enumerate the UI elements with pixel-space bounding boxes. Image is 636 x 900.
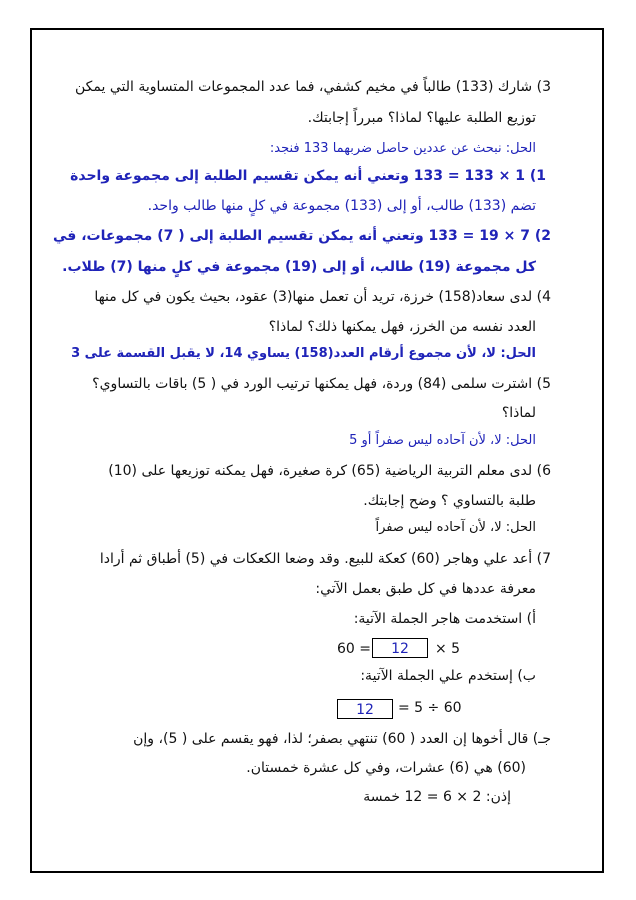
problem-4-line-2: العدد نفسه من الخرز، فهل يمكنها ذلك؟ لماذا؟ <box>268 319 536 335</box>
equation-a-left: × 5 <box>435 641 461 657</box>
problem-7-part-b: ب) إستخدم علي الجملة الآتية: <box>360 668 536 684</box>
problem-7-part-c-line-1: جـ) قال أخوها إن العدد ( 60) تنتهي بصفر؛ لذا، فهو يقسم على ( 5)، وإن <box>133 731 551 747</box>
equation-b: = 5 ÷ 60 <box>398 700 462 716</box>
problem-6-line-2: طلبة بالتساوي ؟ وضح إجابتك. <box>363 493 536 509</box>
problem-3-line-1: 3) شارك (133) طالباً في مخيم كشفي، فما عدد المجموعات المتساوية التي يمكن <box>75 79 551 95</box>
problem-3-line-2: توزيع الطلبة عليها؟ لماذا؟ مبرراً إجابتك. <box>307 110 536 126</box>
problem-7-part-c-line-2: (60) هي (6) عشرات، وفي كل عشرة خمستان. <box>246 760 526 776</box>
problem-3-solution-1-line-2: تضم (133) طالب، أو إلى (133) مجموعة في كلٍ منها طالب واحد. <box>147 198 536 214</box>
answer-box-a-value: 12 <box>391 641 409 657</box>
problem-5-solution: الحل: لا، لأن آحاده ليس صفراً أو 5 <box>349 433 536 448</box>
problem-4-line-1: 4) لدى سعاد(158) خرزة، تريد أن تعمل منها(3) عقود، بحيث يكون في كل منها <box>94 289 551 305</box>
answer-box-b-value: 12 <box>356 702 374 718</box>
equation-a-right: 60 = <box>337 641 371 657</box>
problem-5-line-2: لماذا؟ <box>501 405 536 421</box>
problem-5-line-1: 5) اشترت سلمى (84) وردة، فهل يمكنها ترتيب الورد في ( 5) باقات بالتساوي؟ <box>92 376 551 392</box>
answer-box-b <box>337 699 393 719</box>
problem-3-solution-2-line-2: كل مجموعة (19) طالب، أو إلى (19) مجموعة في كلٍ منها (7) طلاب. <box>62 259 536 275</box>
answer-box-a <box>372 638 428 658</box>
problem-7-part-a: أ) استخدمت هاجر الجملة الآتية: <box>353 611 536 627</box>
problem-3-solution-1-line-1: 1) 1 × 133 = 133 وتعني أنه يمكن تقسيم الطلبة إلى مجموعة واحدة <box>70 168 546 184</box>
problem-7-line-1: 7) أعد علي وهاجر (60) كعكة للبيع. وقد وضعا الكعكات في (5) أطباق ثم أرادا <box>99 551 551 567</box>
problem-4-solution: الحل: لا، لأن مجموع أرقام العدد(158) يساوي 14، لا يقبل القسمة على 3 <box>71 346 536 361</box>
problem-3-solution-2-line-1: 2) 7 × 19 = 133 وتعني أنه يمكن تقسيم الطلبة إلى ( 7) مجموعات، في <box>53 228 551 244</box>
problem-6-line-1: 6) لدى معلم التربية الرياضية (65) كرة صغيرة، فهل يمكنه توزيعها على (10) <box>108 463 551 479</box>
problem-3-solution-intro: الحل: نبحث عن عددين حاصل ضربهما 133 فنجد: <box>269 141 536 156</box>
problem-7-line-2: معرفة عددها في كل طبق بعمل الآتي: <box>315 581 536 597</box>
problem-7-part-c-line-3: إذن: 2 × 6 = 12 خمسة <box>363 789 511 805</box>
problem-6-solution: الحل: لا، لأن آحاده ليس صفراً <box>375 520 536 535</box>
